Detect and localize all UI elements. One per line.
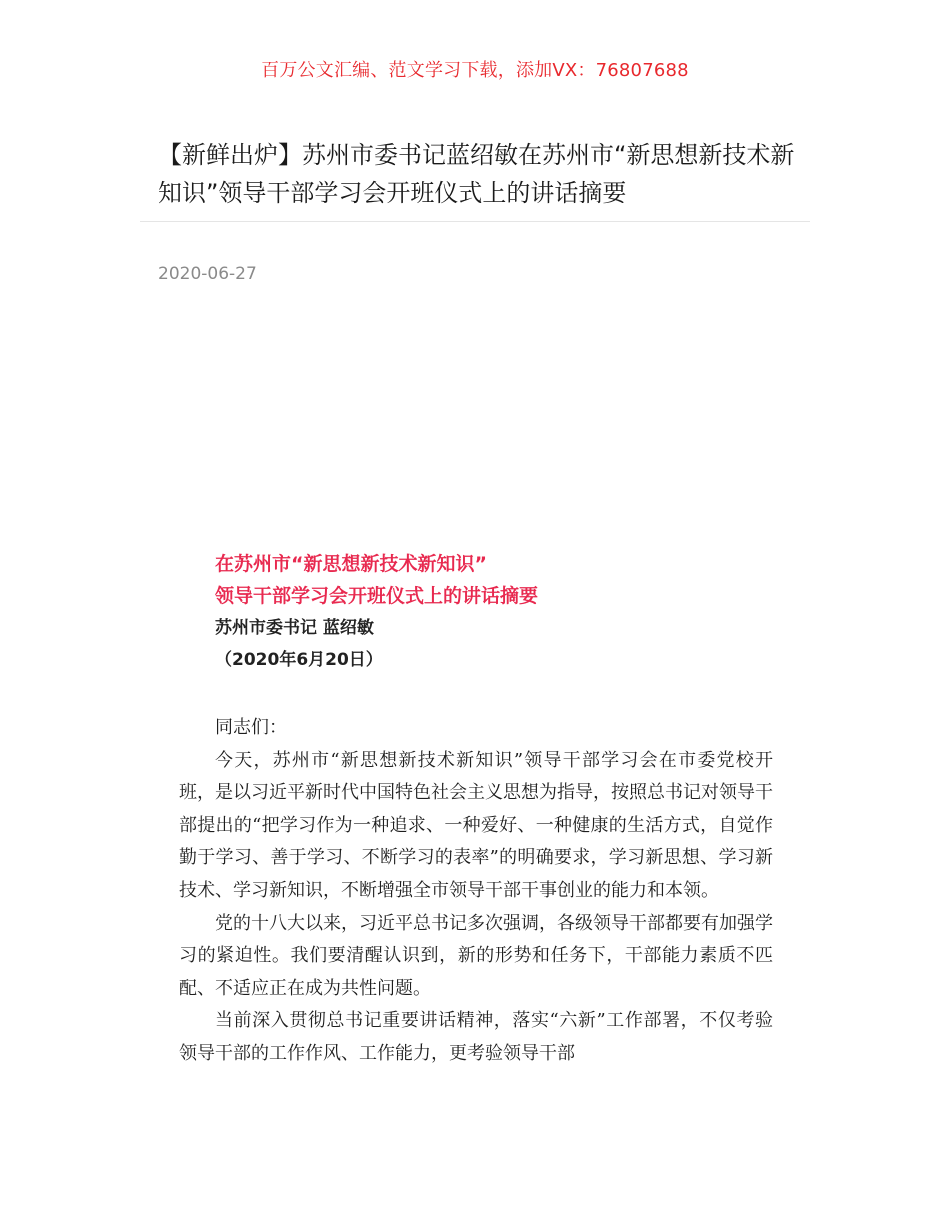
speech-title-line-1: 在苏州市“新思想新技术新知识”: [215, 553, 487, 575]
speech-speaker: 苏州市委书记 蓝绍敏: [215, 618, 374, 638]
speech-title-line-2: 领导干部学习会开班仪式上的讲话摘要: [215, 585, 539, 607]
speech-date: （2020年6月20日）: [215, 650, 383, 670]
publish-date: 2020-06-27: [158, 264, 257, 284]
article-title: 【新鲜出炉】苏州市委书记蓝绍敏在苏州市“新思想新技术新知识”领导干部学习会开班仪式上的讲话摘要: [158, 141, 795, 207]
watermark-banner: 百万公文汇编、范文学习下载，添加VX：76807688: [261, 60, 689, 81]
speech-body: [179, 712, 773, 1071]
speech-heading: [215, 548, 775, 676]
title-divider: [140, 221, 810, 222]
body-paragraph-2: 党的十八大以来，习近平总书记多次强调，各级领导干部都要有加强学习的紧迫性。我们要清醒认识到，新的形势和任务下，干部能力素质不匹配、不适应正在成为共性问题。: [179, 912, 773, 999]
body-paragraph-1: 今天，苏州市“新思想新技术新知识”领导干部学习会在市委党校开班，是以习近平新时代中国特色社会主义思想为指导，按照总书记对领导干部提出的“把学习作为一种追求、一种爱好、一种健康的生活方式，自觉作勤于学习、善于学习、不断学习的表率”的明确要求，学习新思想、学习新技术、学习新知识，不断增强全市领导干部干事创业的能力和本领。: [179, 749, 773, 901]
salutation: 同志们：: [215, 717, 287, 738]
article-header: [158, 136, 798, 212]
body-paragraph-3: 当前深入贯彻总书记重要讲话精神，落实“六新”工作部署，不仅考验领导干部的工作作风、工作能力，更考验领导干部: [179, 1010, 773, 1064]
